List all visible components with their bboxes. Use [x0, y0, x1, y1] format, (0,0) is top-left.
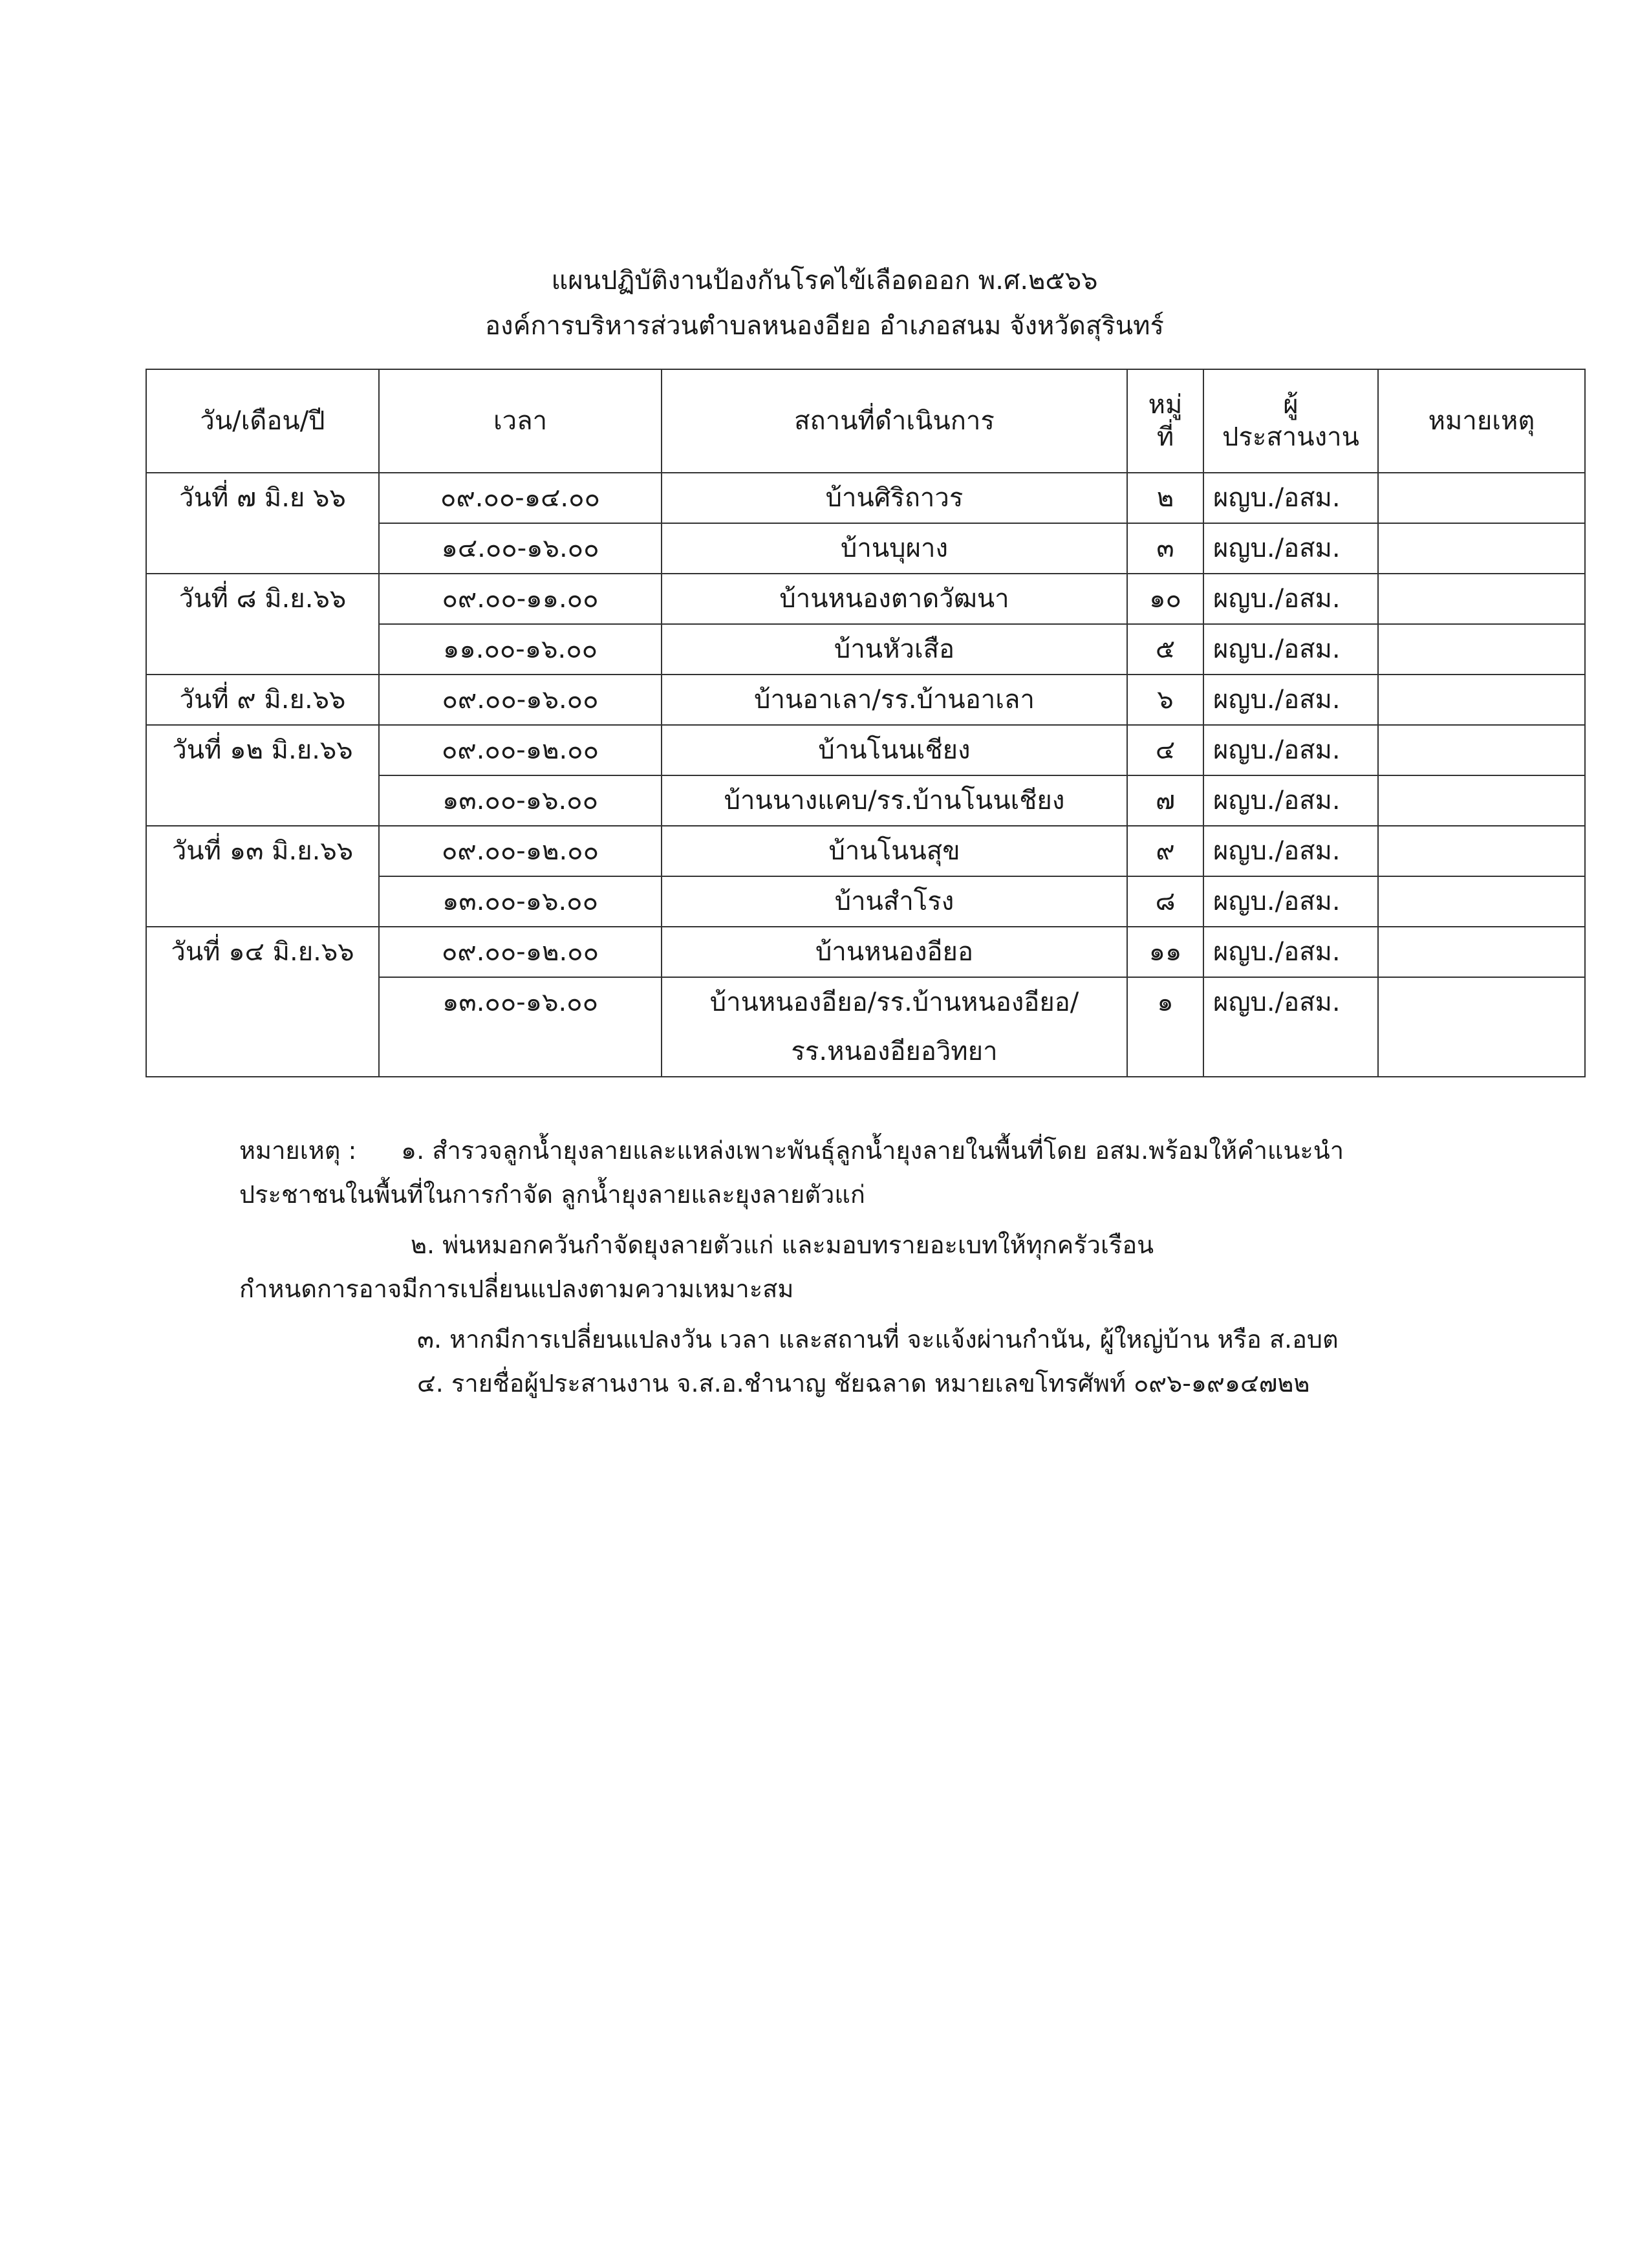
place-line1: บ้านหนองอียอ/รร.บ้านหนองอียอ/: [709, 988, 1079, 1017]
time-cell: ๐๙.๐๐-๑๒.๐๐: [379, 725, 662, 775]
header-date: วัน/เดือน/ปี: [146, 369, 379, 473]
place-cell: บ้านนางแคบ/รร.บ้านโนนเชียง: [662, 775, 1127, 826]
table-row: [146, 675, 1585, 725]
note-item-1: ๑. สำรวจลูกน้ำยุงลายและแหล่งเพาะพันธุ์ลูกน้ำยุงลายในพื้นที่โดย อสม.พร้อมให้คำแนะนำ: [401, 1136, 1344, 1165]
note-item-2-continued: กำหนดการอาจมีการเปลี่ยนแปลงตามความเหมาะสม: [239, 1275, 794, 1303]
table-row: [146, 473, 1585, 523]
note-cell: [1378, 473, 1585, 523]
date-cell: วันที่ ๑๓ มิ.ย.๖๖: [146, 826, 379, 927]
note-item-2: ๒. พ่นหมอกควันกำจัดยุงลายตัวแก่ และมอบทรายอะเบทให้ทุกครัวเรือน: [411, 1231, 1154, 1259]
document-title: แผนปฏิบัติงานป้องกันโรคไข้เลือดออก พ.ศ.๒๕๖๖: [551, 266, 1098, 296]
notes-section: [239, 1129, 1500, 1405]
time-cell: ๐๙.๐๐-๑๑.๐๐: [379, 574, 662, 624]
coordinator-cell: ผญบ./อสม.: [1203, 473, 1378, 523]
note-cell: [1378, 977, 1585, 1077]
place-cell: บ้านโนนเชียง: [662, 725, 1127, 775]
table-row: [146, 574, 1585, 624]
note-item-1-continued: ประชาชนในพื้นที่ในการกำจัด ลูกน้ำยุงลายและยุงลายตัวแก่: [239, 1180, 865, 1209]
note-cell: [1378, 927, 1585, 977]
header-coordinator-line1: ผู้: [1283, 390, 1299, 420]
time-cell: ๑๔.๐๐-๑๖.๐๐: [379, 523, 662, 574]
moo-cell: ๓: [1127, 523, 1203, 574]
moo-cell: ๔: [1127, 725, 1203, 775]
moo-cell: ๘: [1127, 876, 1203, 927]
header-moo-line2: ที่: [1156, 422, 1174, 452]
note-cell: [1378, 775, 1585, 826]
header-note: หมายเหตุ: [1378, 369, 1585, 473]
table-row: [146, 927, 1585, 977]
moo-cell: ๗: [1127, 775, 1203, 826]
coordinator-cell: ผญบ./อสม.: [1203, 977, 1378, 1077]
notes-label: หมายเหตุ :: [239, 1136, 357, 1165]
moo-cell: ๑๑: [1127, 927, 1203, 977]
note-cell: [1378, 624, 1585, 675]
time-cell: ๑๓.๐๐-๑๖.๐๐: [379, 876, 662, 927]
coordinator-cell: ผญบ./อสม.: [1203, 523, 1378, 574]
place-cell: บ้านสำโรง: [662, 876, 1127, 927]
moo-cell: ๒: [1127, 473, 1203, 523]
header-place: สถานที่ดำเนินการ: [662, 369, 1127, 473]
header-moo-line1: หมู่: [1148, 390, 1183, 420]
coordinator-cell: ผญบ./อสม.: [1203, 574, 1378, 624]
place-line2: รร.หนองอียอวิทยา: [791, 1037, 998, 1066]
table-header-row: [146, 369, 1585, 473]
moo-cell: ๖: [1127, 675, 1203, 725]
coordinator-cell: ผญบ./อสม.: [1203, 927, 1378, 977]
note-cell: [1378, 574, 1585, 624]
coordinator-cell: ผญบ./อสม.: [1203, 725, 1378, 775]
note-cell: [1378, 876, 1585, 927]
coordinator-cell: ผญบ./อสม.: [1203, 775, 1378, 826]
coordinator-cell: ผญบ./อสม.: [1203, 826, 1378, 876]
moo-cell: ๑: [1127, 977, 1203, 1077]
place-cell: บ้านโนนสุข: [662, 826, 1127, 876]
note-cell: [1378, 675, 1585, 725]
moo-cell: ๙: [1127, 826, 1203, 876]
document-subtitle: องค์การบริหารส่วนตำบลหนองอียอ อำเภอสนม จังหวัดสุรินทร์: [485, 311, 1164, 341]
note-item-4: ๔. รายชื่อผู้ประสานงาน จ.ส.อ.ชำนาญ ชัยฉลาด หมายเลขโทรศัพท์ ๐๙๖-๑๙๑๔๗๒๒: [417, 1369, 1310, 1398]
place-cell: บ้านอาเลา/รร.บ้านอาเลา: [662, 675, 1127, 725]
coordinator-cell: ผญบ./อสม.: [1203, 624, 1378, 675]
coordinator-cell: ผญบ./อสม.: [1203, 876, 1378, 927]
date-cell: วันที่ ๘ มิ.ย.๖๖: [146, 574, 379, 675]
place-cell: บ้านหนองอียอ: [662, 927, 1127, 977]
note-cell: [1378, 523, 1585, 574]
place-cell: [662, 977, 1127, 1077]
place-cell: บ้านหนองตาดวัฒนา: [662, 574, 1127, 624]
place-cell: บ้านบุผาง: [662, 523, 1127, 574]
time-cell: ๐๙.๐๐-๑๒.๐๐: [379, 826, 662, 876]
moo-cell: ๕: [1127, 624, 1203, 675]
time-cell: ๑๓.๐๐-๑๖.๐๐: [379, 775, 662, 826]
header-coordinator-line2: ประสานงาน: [1222, 422, 1359, 452]
date-cell: วันที่ ๗ มิ.ย ๖๖: [146, 473, 379, 574]
header-coordinator: [1203, 369, 1378, 473]
coordinator-cell: ผญบ./อสม.: [1203, 675, 1378, 725]
date-cell: วันที่ ๑๔ มิ.ย.๖๖: [146, 927, 379, 1077]
moo-cell: ๑๐: [1127, 574, 1203, 624]
place-cell: บ้านศิริถาวร: [662, 473, 1127, 523]
time-cell: ๑๑.๐๐-๑๖.๐๐: [379, 624, 662, 675]
time-cell: ๑๓.๐๐-๑๖.๐๐: [379, 977, 662, 1077]
table-row: [146, 826, 1585, 876]
place-cell: บ้านหัวเสือ: [662, 624, 1127, 675]
date-cell: วันที่ ๑๒ มิ.ย.๖๖: [146, 725, 379, 826]
time-cell: ๐๙.๐๐-๑๔.๐๐: [379, 473, 662, 523]
note-cell: [1378, 725, 1585, 775]
time-cell: ๐๙.๐๐-๑๖.๐๐: [379, 675, 662, 725]
schedule-table: [146, 369, 1586, 1077]
note-cell: [1378, 826, 1585, 876]
header-time: เวลา: [379, 369, 662, 473]
note-item-3: ๓. หากมีการเปลี่ยนแปลงวัน เวลา และสถานที่ จะแจ้งผ่านกำนัน, ผู้ใหญ่บ้าน หรือ ส.อบต: [417, 1325, 1339, 1354]
table-row: [146, 725, 1585, 775]
header-moo: [1127, 369, 1203, 473]
date-cell: วันที่ ๙ มิ.ย.๖๖: [146, 675, 379, 725]
time-cell: ๐๙.๐๐-๑๒.๐๐: [379, 927, 662, 977]
